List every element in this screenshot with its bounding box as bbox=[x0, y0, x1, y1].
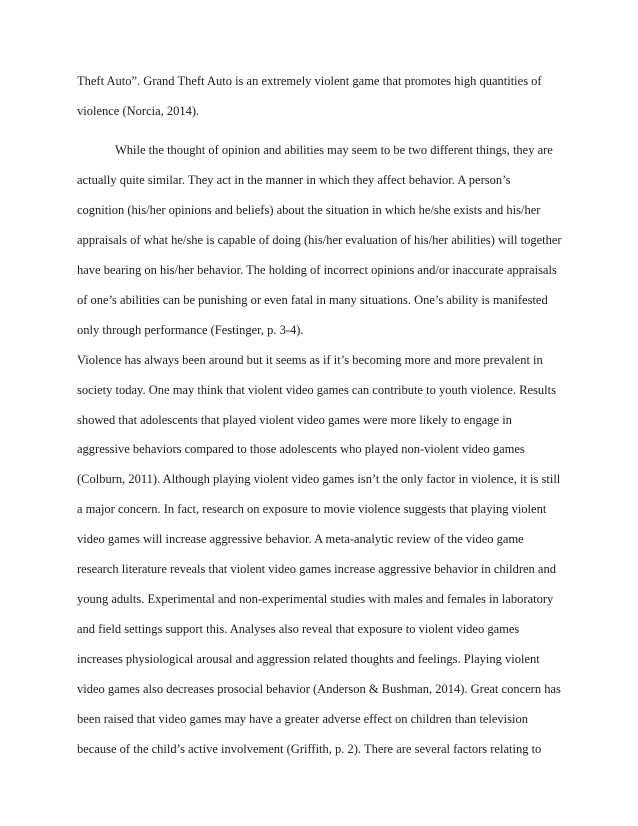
text-line: only through performance (Festinger, p. 3-4). bbox=[77, 323, 304, 337]
text-line: (Colburn, 2011). Although playing violent video games isn’t the only factor in violence, it is still bbox=[77, 472, 561, 486]
text-line: aggressive behaviors compared to those adolescents who played non-violent video games bbox=[77, 442, 525, 456]
text-line: been raised that video games may have a greater adverse effect on children than television bbox=[77, 712, 528, 726]
text-line: violence (Norcia, 2014). bbox=[77, 104, 200, 118]
text-line: actually quite similar. They act in the manner in which they affect behavior. A person’s bbox=[77, 173, 511, 187]
text-line: a major concern. In fact, research on exposure to movie violence suggests that playing violent bbox=[77, 502, 547, 516]
text-line: society today. One may think that violent video games can contribute to youth violence. Results bbox=[77, 383, 556, 397]
text-line: research literature reveals that violent video games increase aggressive behavior in children and bbox=[77, 562, 556, 576]
paragraph-first-line: While the thought of opinion and abilities may seem to be two different things, they are bbox=[115, 143, 553, 157]
text-line: video games also decreases prosocial behavior (Anderson & Bushman, 2014). Great concern has bbox=[77, 682, 561, 696]
text-line: appraisals of what he/she is capable of doing (his/her evaluation of his/her abilities) will together bbox=[77, 233, 562, 247]
text-line: cognition (his/her opinions and beliefs) about the situation in which he/she exists and his/her bbox=[77, 203, 541, 217]
text-line: have bearing on his/her behavior. The holding of incorrect opinions and/or inaccurate appraisals bbox=[77, 263, 557, 277]
text-line: Theft Auto”. Grand Theft Auto is an extremely violent game that promotes high quantities of bbox=[77, 74, 542, 88]
text-line: young adults. Experimental and non-experimental studies with males and females in laboratory bbox=[77, 592, 554, 606]
text-line: video games will increase aggressive behavior. A meta-analytic review of the video game bbox=[77, 532, 524, 546]
text-line: showed that adolescents that played violent video games were more likely to engage in bbox=[77, 413, 512, 427]
text-line: because of the child’s active involvement (Griffith, p. 2). There are several factors relating to bbox=[77, 742, 542, 756]
text-line: increases physiological arousal and aggression related thoughts and feelings. Playing violent bbox=[77, 652, 540, 666]
text-line: of one’s abilities can be punishing or even fatal in many situations. One’s ability is manifested bbox=[77, 293, 548, 307]
paragraph-first-line: Violence has always been around but it seems as if it’s becoming more and more prevalent in bbox=[77, 353, 543, 367]
text-line: and field settings support this. Analyses also reveal that exposure to violent video games bbox=[77, 622, 520, 636]
